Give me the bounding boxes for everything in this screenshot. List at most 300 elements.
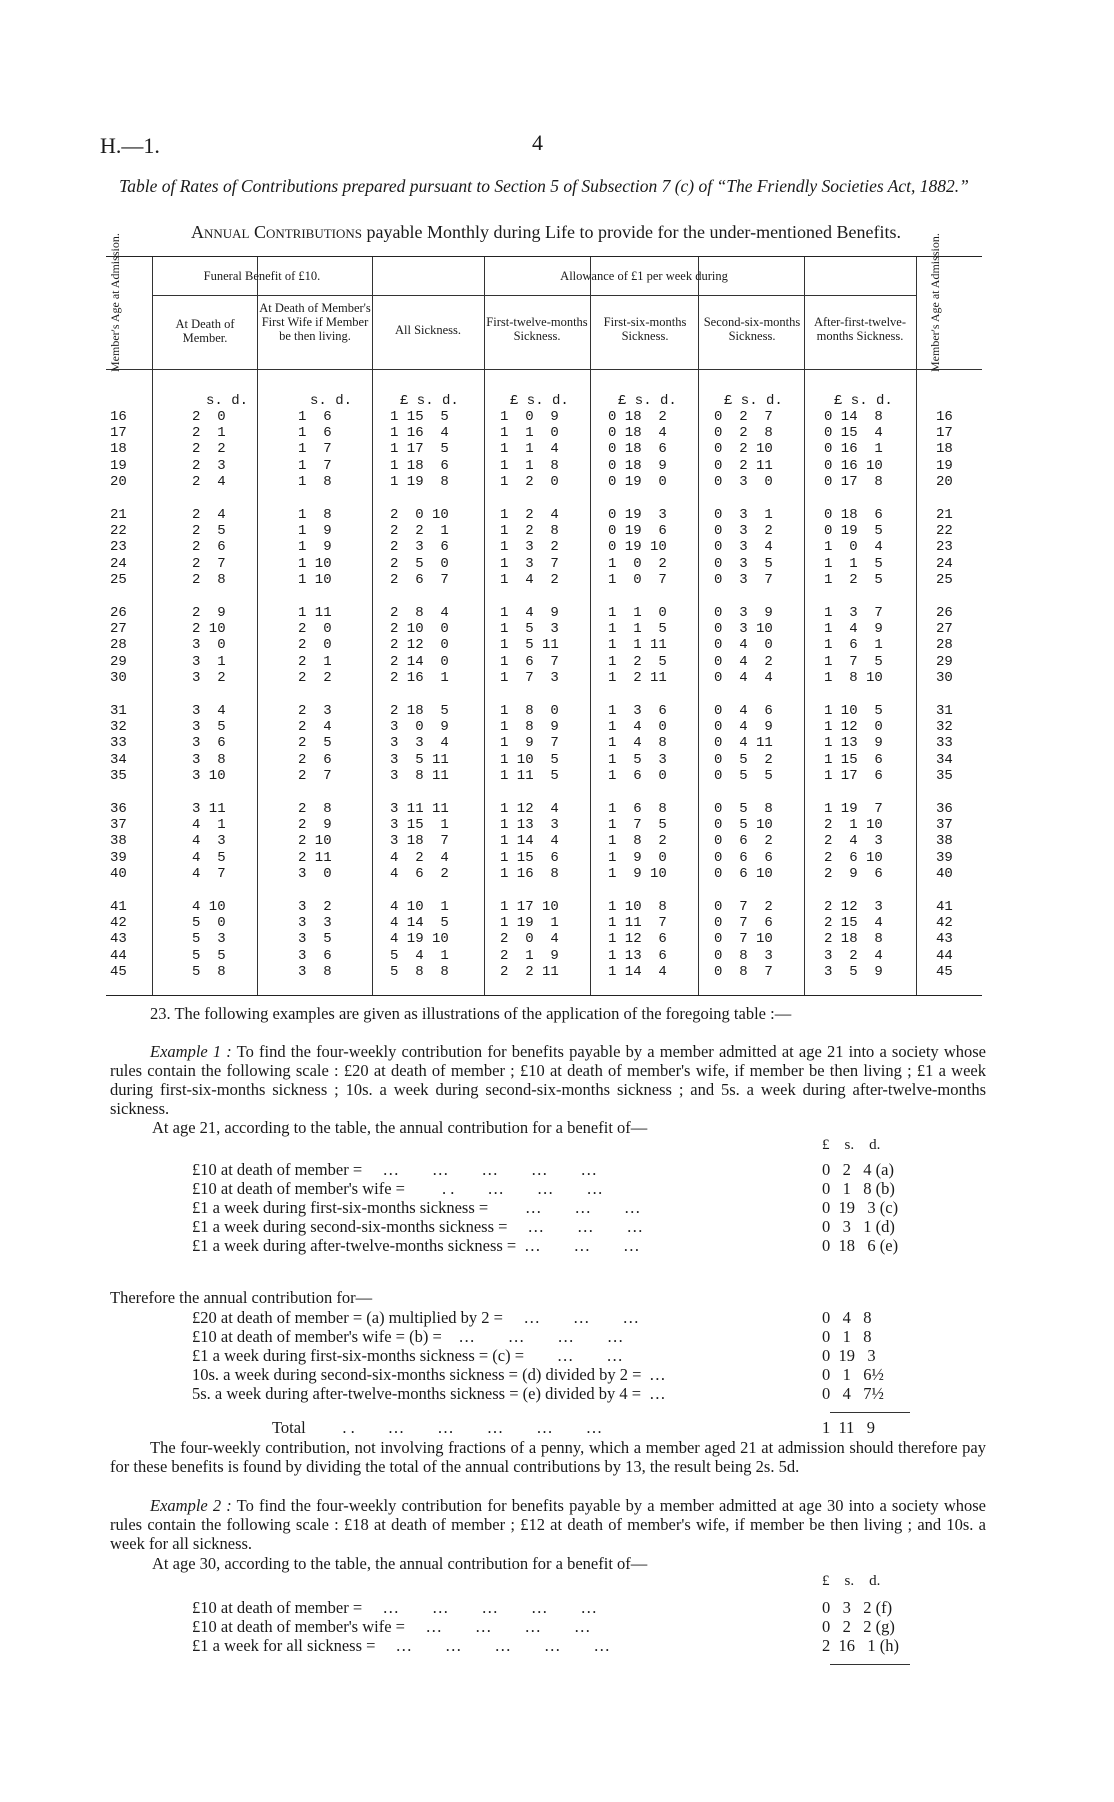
rate-cell: 1 6 8 bbox=[608, 801, 667, 817]
rate-cell: 0 16 1 bbox=[824, 441, 883, 458]
rate-cell: 3 5 bbox=[298, 931, 332, 948]
rate-cell: 3 10 bbox=[192, 767, 226, 784]
col-divider bbox=[916, 257, 917, 995]
rate-cell: 0 14 8 bbox=[824, 409, 883, 425]
example-1-items bbox=[192, 1160, 952, 1255]
age-header-right: Member's Age at Admission. bbox=[928, 233, 942, 372]
rate-cell: 2 12 0 bbox=[390, 637, 449, 654]
contributions-table bbox=[106, 233, 982, 996]
rate-cell: 0 6 2 bbox=[714, 833, 773, 850]
rate-cell: 1 2 4 bbox=[500, 507, 559, 523]
rate-cell: 1 15 6 bbox=[500, 849, 559, 866]
rate-cell: 5 8 8 bbox=[390, 963, 449, 980]
rate-cell: 4 10 bbox=[192, 899, 226, 915]
rate-cell: 0 19 3 bbox=[608, 507, 667, 523]
rate-cell: 5 4 1 bbox=[390, 947, 449, 964]
item-amount: 0 18 6 (e) bbox=[822, 1236, 899, 1255]
item-dots: … … … bbox=[520, 1236, 640, 1255]
list-item bbox=[192, 1636, 952, 1655]
rate-cell: 1 11 5 bbox=[500, 767, 559, 784]
rate-cell: 3 5 11 bbox=[390, 751, 449, 768]
rate-cell: 4 6 2 bbox=[390, 865, 449, 882]
col-header-after-twelve: After-first-twelve-months Sickness. bbox=[813, 315, 907, 343]
age-cell: 35 bbox=[110, 767, 127, 784]
rate-cell: 2 14 0 bbox=[390, 653, 449, 670]
age-cell: 25 bbox=[110, 571, 127, 588]
rate-cell: 0 6 6 bbox=[714, 849, 773, 866]
age-cell-right: 23 bbox=[936, 539, 953, 556]
rate-cell: 1 11 bbox=[298, 605, 332, 621]
rate-cell: 5 8 bbox=[192, 963, 226, 980]
rate-cell: 1 2 0 bbox=[500, 473, 559, 490]
age-cell: 30 bbox=[110, 669, 127, 686]
rate-cell: 3 8 bbox=[192, 751, 226, 768]
rate-cell: 1 17 6 bbox=[824, 767, 883, 784]
rate-cell: 1 5 11 bbox=[500, 637, 559, 654]
rate-cell: 1 1 4 bbox=[500, 441, 559, 458]
age-cell-right: 16 bbox=[936, 409, 953, 425]
page-title: Table of Rates of Contributions prepared pursuant to Section 5 of Subsection 7 (c) of “The Friendly Societies Act, 1882.” bbox=[119, 176, 969, 196]
age-cell-right: 32 bbox=[936, 719, 953, 736]
subtitle-caps: Annual Contributions bbox=[190, 222, 363, 242]
rate-cell: 0 5 10 bbox=[714, 817, 773, 834]
item-amount: 0 1 8 bbox=[822, 1327, 872, 1346]
rate-cell: 2 2 11 bbox=[500, 963, 559, 980]
rate-cell: 1 3 6 bbox=[608, 703, 667, 719]
total-dots: . . … … … … … bbox=[330, 1418, 603, 1437]
item-dots: … … … … … bbox=[366, 1160, 597, 1179]
rate-cell: 0 19 10 bbox=[608, 539, 667, 556]
list-item bbox=[192, 1217, 952, 1236]
age-cell-right: 44 bbox=[936, 947, 953, 964]
rate-cell: 1 9 0 bbox=[608, 849, 667, 866]
rate-cell: 1 16 4 bbox=[390, 425, 449, 442]
rate-cell: 3 3 bbox=[298, 915, 332, 932]
age-cell-right: 22 bbox=[936, 523, 953, 540]
rate-cell: 1 6 1 bbox=[824, 637, 883, 654]
rate-cell: 0 6 10 bbox=[714, 865, 773, 882]
rate-cell: 1 11 7 bbox=[608, 915, 667, 932]
rate-cell: 0 2 8 bbox=[714, 425, 773, 442]
rate-cell: 3 15 1 bbox=[390, 817, 449, 834]
age-cell-right: 31 bbox=[936, 703, 953, 719]
rate-cell: 0 3 7 bbox=[714, 571, 773, 588]
age-cell: 39 bbox=[110, 849, 127, 866]
item-label: £1 a week during first-six-months sickness = (c) = bbox=[192, 1346, 525, 1365]
rate-cell: 3 5 bbox=[192, 719, 226, 736]
page-subtitle bbox=[106, 222, 986, 243]
age-cell: 42 bbox=[110, 915, 127, 932]
item-amount: 0 1 8 (b) bbox=[822, 1179, 895, 1198]
rate-cell: 0 17 8 bbox=[824, 473, 883, 490]
col-divider bbox=[484, 257, 485, 995]
rate-cell: 1 8 bbox=[298, 507, 332, 523]
age-cell: 44 bbox=[110, 947, 127, 964]
item-dots: … … … … bbox=[409, 1617, 591, 1636]
item-dots: … … … … … bbox=[379, 1636, 610, 1655]
rate-cell: 2 0 10 bbox=[390, 507, 449, 523]
rate-cell: 2 10 0 bbox=[390, 621, 449, 638]
rate-cell: 1 7 bbox=[298, 441, 332, 458]
rate-cell: 2 4 3 bbox=[824, 833, 883, 850]
rate-cell: 2 3 bbox=[298, 703, 332, 719]
rate-cell: 1 5 3 bbox=[608, 751, 667, 768]
rate-cell: 2 1 9 bbox=[500, 947, 559, 964]
age-cell: 32 bbox=[110, 719, 127, 736]
rate-cell: 2 1 bbox=[298, 653, 332, 670]
item-amount: 0 19 3 (c) bbox=[822, 1198, 899, 1217]
item-amount: 0 3 1 (d) bbox=[822, 1217, 895, 1236]
currency-header: £ s. d. bbox=[834, 393, 893, 409]
rate-cell: 1 18 6 bbox=[390, 457, 449, 474]
rate-cell: 0 4 11 bbox=[714, 735, 773, 752]
rate-cell: 2 7 bbox=[192, 555, 226, 572]
rate-cell: 1 4 9 bbox=[500, 605, 559, 621]
sum-rule bbox=[830, 1412, 910, 1413]
item-amount: 0 4 7½ bbox=[822, 1384, 884, 1403]
rate-cell: 2 0 bbox=[298, 637, 332, 654]
rate-cell: 5 3 bbox=[192, 931, 226, 948]
rate-cell: 1 2 8 bbox=[500, 523, 559, 540]
age-cell: 33 bbox=[110, 735, 127, 752]
rate-cell: 4 5 bbox=[192, 849, 226, 866]
rate-cell: 3 1 bbox=[192, 653, 226, 670]
currency-header: £ s. d. bbox=[618, 393, 677, 409]
example-1-calculation bbox=[192, 1308, 952, 1403]
lsd-header: £ s. d. bbox=[822, 1137, 881, 1153]
col-header-all-sickness: All Sickness. bbox=[395, 323, 461, 337]
rate-cell: 1 4 9 bbox=[824, 621, 883, 638]
rate-cell: 1 4 2 bbox=[500, 571, 559, 588]
rate-cell: 0 3 2 bbox=[714, 523, 773, 540]
rate-cell: 3 8 11 bbox=[390, 767, 449, 784]
age-cell: 34 bbox=[110, 751, 127, 768]
rate-cell: 0 2 7 bbox=[714, 409, 773, 425]
age-cell-right: 38 bbox=[936, 833, 953, 850]
rate-cell: 3 11 bbox=[192, 801, 226, 817]
col-header-second-six: Second-six-months Sickness. bbox=[703, 315, 801, 343]
col-header-death-wife: At Death of Member's First Wife if Member be then living. bbox=[259, 301, 371, 343]
item-dots: … … … … … bbox=[366, 1598, 597, 1617]
rate-cell: 1 6 0 bbox=[608, 767, 667, 784]
rate-cell: 2 11 bbox=[298, 849, 332, 866]
rate-cell: 4 1 bbox=[192, 817, 226, 834]
item-label: £10 at death of member = bbox=[192, 1160, 363, 1179]
rate-cell: 1 5 3 bbox=[500, 621, 559, 638]
age-cell: 43 bbox=[110, 931, 127, 948]
rate-cell: 0 4 6 bbox=[714, 703, 773, 719]
col-divider bbox=[152, 257, 153, 995]
rate-cell: 2 3 bbox=[192, 457, 226, 474]
col-divider bbox=[590, 257, 591, 995]
item-label: £1 a week during second-six-months sickness = bbox=[192, 1217, 508, 1236]
age-cell-right: 42 bbox=[936, 915, 953, 932]
col-divider bbox=[372, 257, 373, 995]
rate-cell: 2 18 5 bbox=[390, 703, 449, 719]
list-item bbox=[192, 1598, 952, 1617]
item-amount: 2 16 1 (h) bbox=[822, 1636, 899, 1655]
rate-cell: 1 0 2 bbox=[608, 555, 667, 572]
age-cell-right: 43 bbox=[936, 931, 953, 948]
age-cell-right: 26 bbox=[936, 605, 953, 621]
age-cell-right: 17 bbox=[936, 425, 953, 442]
list-item bbox=[192, 1160, 952, 1179]
item-label: £20 at death of member = (a) multiplied by 2 = bbox=[192, 1308, 503, 1327]
rate-cell: 1 0 7 bbox=[608, 571, 667, 588]
rate-cell: 1 6 bbox=[298, 409, 332, 425]
rate-cell: 2 4 bbox=[298, 719, 332, 736]
age-cell: 29 bbox=[110, 653, 127, 670]
age-cell: 36 bbox=[110, 801, 127, 817]
rate-cell: 1 13 6 bbox=[608, 947, 667, 964]
rate-cell: 4 14 5 bbox=[390, 915, 449, 932]
rate-cell: 0 5 8 bbox=[714, 801, 773, 817]
rate-cell: 1 14 4 bbox=[608, 963, 667, 980]
rate-cell: 1 1 8 bbox=[500, 457, 559, 474]
currency-header: £ s. d. bbox=[510, 393, 569, 409]
item-amount: 0 2 4 (a) bbox=[822, 1160, 894, 1179]
list-item bbox=[192, 1198, 952, 1217]
age-cell-right: 27 bbox=[936, 621, 953, 638]
rate-cell: 2 2 bbox=[192, 441, 226, 458]
rate-cell: 0 4 2 bbox=[714, 653, 773, 670]
age-cell-right: 41 bbox=[936, 899, 953, 915]
rate-cell: 2 5 bbox=[298, 735, 332, 752]
rate-cell: 2 5 bbox=[192, 523, 226, 540]
col-divider bbox=[257, 257, 258, 995]
rate-cell: 1 15 5 bbox=[390, 409, 449, 425]
page-number: 4 bbox=[532, 130, 543, 155]
rate-cell: 1 12 6 bbox=[608, 931, 667, 948]
rate-cell: 0 7 10 bbox=[714, 931, 773, 948]
rate-cell: 1 8 2 bbox=[608, 833, 667, 850]
rate-cell: 3 3 4 bbox=[390, 735, 449, 752]
item-amount: 0 19 3 bbox=[822, 1346, 876, 1365]
rate-cell: 1 0 4 bbox=[824, 539, 883, 556]
rate-cell: 1 16 8 bbox=[500, 865, 559, 882]
example-1-intro: At age 21, according to the table, the annual contribution for a benefit of— bbox=[152, 1118, 648, 1137]
currency-header: £ s. d. bbox=[400, 393, 459, 409]
item-dots: … bbox=[645, 1384, 666, 1403]
rate-cell: 1 8 10 bbox=[824, 669, 883, 686]
rate-cell: 1 15 6 bbox=[824, 751, 883, 768]
rate-cell: 1 3 7 bbox=[824, 605, 883, 621]
rate-cell: 0 5 2 bbox=[714, 751, 773, 768]
lsd-header: £ s. d. bbox=[822, 1573, 881, 1589]
item-label: £1 a week for all sickness = bbox=[192, 1636, 376, 1655]
rate-cell: 0 3 10 bbox=[714, 621, 773, 638]
example-2-text: To find the four-weekly contribution for benefits payable by a member admitted at age 30 into a society whose rules contain the following scale : £18 at death of member ; £12 at death of member's wife, if member be then living ; and 10s. a week for all sickness. bbox=[110, 1496, 986, 1553]
age-cell: 22 bbox=[110, 523, 127, 540]
rate-cell: 3 2 bbox=[192, 669, 226, 686]
rate-cell: 1 10 5 bbox=[500, 751, 559, 768]
rate-cell: 1 6 bbox=[298, 425, 332, 442]
age-cell-right: 39 bbox=[936, 849, 953, 866]
rate-cell: 2 6 7 bbox=[390, 571, 449, 588]
rate-cell: 0 18 6 bbox=[824, 507, 883, 523]
item-label: £1 a week during after-twelve-months sickness = bbox=[192, 1236, 517, 1255]
total-label: Total bbox=[272, 1418, 306, 1437]
example-1 bbox=[110, 1042, 986, 1118]
item-label: £10 at death of member's wife = (b) = bbox=[192, 1327, 442, 1346]
age-cell: 16 bbox=[110, 409, 127, 425]
rate-cell: 1 8 0 bbox=[500, 703, 559, 719]
total-amount: 1 11 9 bbox=[822, 1418, 876, 1437]
list-item bbox=[192, 1308, 952, 1327]
example-2-label: Example 2 : bbox=[150, 1496, 232, 1515]
funeral-benefit-header: Funeral Benefit of £10. bbox=[203, 269, 321, 283]
rate-cell: 2 0 4 bbox=[500, 931, 559, 948]
rate-cell: 3 8 bbox=[298, 963, 332, 980]
item-dots: … bbox=[645, 1365, 666, 1384]
example-2 bbox=[110, 1496, 986, 1553]
example-2-items bbox=[192, 1598, 952, 1655]
rate-cell: 1 9 7 bbox=[500, 735, 559, 752]
age-cell: 38 bbox=[110, 833, 127, 850]
rate-cell: 2 2 1 bbox=[390, 523, 449, 540]
rate-cell: 0 8 3 bbox=[714, 947, 773, 964]
rate-cell: 2 1 10 bbox=[824, 817, 883, 834]
item-dots: . . … … … bbox=[409, 1179, 603, 1198]
age-cell: 45 bbox=[110, 963, 127, 980]
item-label: £10 at death of member = bbox=[192, 1598, 363, 1617]
rate-cell: 1 10 bbox=[298, 555, 332, 572]
rate-cell: 0 4 0 bbox=[714, 637, 773, 654]
currency-header: s. d. bbox=[206, 393, 249, 409]
item-amount: 0 1 6½ bbox=[822, 1365, 884, 1384]
rate-cell: 0 19 5 bbox=[824, 523, 883, 540]
item-label: 5s. a week during after-twelve-months sickness = (e) divided by 4 = bbox=[192, 1384, 641, 1403]
rate-cell: 1 12 0 bbox=[824, 719, 883, 736]
rate-cell: 1 6 7 bbox=[500, 653, 559, 670]
rate-cell: 1 19 1 bbox=[500, 915, 559, 932]
rate-cell: 2 12 3 bbox=[824, 899, 883, 915]
rate-cell: 2 1 bbox=[192, 425, 226, 442]
total-row bbox=[272, 1418, 952, 1437]
rate-cell: 0 3 0 bbox=[714, 473, 773, 490]
rate-cell: 2 8 4 bbox=[390, 605, 449, 621]
age-cell-right: 30 bbox=[936, 669, 953, 686]
age-cell-right: 33 bbox=[936, 735, 953, 752]
rate-cell: 1 17 5 bbox=[390, 441, 449, 458]
rate-cell: 1 19 7 bbox=[824, 801, 883, 817]
rate-cell: 1 10 8 bbox=[608, 899, 667, 915]
list-item bbox=[192, 1617, 952, 1636]
rate-cell: 4 2 4 bbox=[390, 849, 449, 866]
age-cell-right: 19 bbox=[936, 457, 953, 474]
rate-cell: 1 3 2 bbox=[500, 539, 559, 556]
rate-cell: 2 16 1 bbox=[390, 669, 449, 686]
item-amount: 0 3 2 (f) bbox=[822, 1598, 893, 1617]
age-cell: 40 bbox=[110, 865, 127, 882]
rate-cell: 3 11 11 bbox=[390, 801, 449, 817]
rate-cell: 0 3 9 bbox=[714, 605, 773, 621]
col-divider bbox=[804, 257, 805, 995]
rate-cell: 1 7 3 bbox=[500, 669, 559, 686]
rate-cell: 2 10 bbox=[298, 833, 332, 850]
rate-cell: 0 2 11 bbox=[714, 457, 773, 474]
age-cell-right: 45 bbox=[936, 963, 953, 980]
rate-cell: 1 9 bbox=[298, 539, 332, 556]
rate-cell: 0 3 4 bbox=[714, 539, 773, 556]
age-cell-right: 35 bbox=[936, 767, 953, 784]
rate-cell: 4 7 bbox=[192, 865, 226, 882]
subtitle-rest: payable Monthly during Life to provide for the under-mentioned Benefits. bbox=[366, 222, 902, 242]
rate-cell: 1 2 5 bbox=[824, 571, 883, 588]
rate-cell: 0 16 10 bbox=[824, 457, 883, 474]
rate-cell: 1 2 11 bbox=[608, 669, 667, 686]
list-item bbox=[192, 1236, 952, 1255]
rate-cell: 1 8 bbox=[298, 473, 332, 490]
rate-cell: 0 18 9 bbox=[608, 457, 667, 474]
age-cell: 26 bbox=[110, 605, 127, 621]
rate-cell: 2 9 bbox=[298, 817, 332, 834]
item-label: 10s. a week during second-six-months sickness = (d) divided by 2 = bbox=[192, 1365, 642, 1384]
rate-cell: 2 7 bbox=[298, 767, 332, 784]
age-cell: 24 bbox=[110, 555, 127, 572]
rate-cell: 2 6 bbox=[192, 539, 226, 556]
rate-cell: 0 18 6 bbox=[608, 441, 667, 458]
rate-cell: 3 6 bbox=[192, 735, 226, 752]
rate-cell: 1 13 3 bbox=[500, 817, 559, 834]
age-cell: 37 bbox=[110, 817, 127, 834]
rate-cell: 3 0 9 bbox=[390, 719, 449, 736]
rate-cell: 1 10 bbox=[298, 571, 332, 588]
rate-cell: 2 4 bbox=[192, 473, 226, 490]
rate-cell: 3 18 7 bbox=[390, 833, 449, 850]
age-cell: 20 bbox=[110, 473, 127, 490]
item-amount: 0 2 2 (g) bbox=[822, 1617, 895, 1636]
rate-cell: 2 18 8 bbox=[824, 931, 883, 948]
rate-cell: 0 19 6 bbox=[608, 523, 667, 540]
col-header-first-twelve: First-twelve-months Sickness. bbox=[486, 315, 588, 343]
rate-cell: 1 12 4 bbox=[500, 801, 559, 817]
rate-cell: 1 10 5 bbox=[824, 703, 883, 719]
rate-cell: 3 4 bbox=[192, 703, 226, 719]
age-cell-right: 34 bbox=[936, 751, 953, 768]
therefore-line: Therefore the annual contribution for— bbox=[110, 1288, 373, 1307]
rate-cell: 0 3 1 bbox=[714, 507, 773, 523]
rate-cell: 0 3 5 bbox=[714, 555, 773, 572]
currency-header: s. d. bbox=[310, 393, 353, 409]
rate-cell: 1 7 5 bbox=[824, 653, 883, 670]
age-cell: 19 bbox=[110, 457, 127, 474]
age-cell-right: 20 bbox=[936, 473, 953, 490]
item-dots: … … … … bbox=[446, 1327, 624, 1346]
age-cell: 17 bbox=[110, 425, 127, 442]
example-1-conclusion: The four-weekly contribution, not involving fractions of a penny, which a member aged 21 at admission should therefore pay for these benefits is found by dividing the total of the annual contributions by 13, the result being 2s. 5d. bbox=[110, 1438, 986, 1476]
rate-cell: 2 6 bbox=[298, 751, 332, 768]
rate-cell: 1 4 8 bbox=[608, 735, 667, 752]
rate-cell: 1 1 0 bbox=[608, 605, 667, 621]
rate-cell: 4 19 10 bbox=[390, 931, 449, 948]
list-item bbox=[192, 1346, 952, 1365]
rate-cell: 1 9 10 bbox=[608, 865, 667, 882]
rate-cell: 5 5 bbox=[192, 947, 226, 964]
example-1-text: To find the four-weekly contribution for benefits payable by a member admitted at age 21 into a society whose rules contain the following scale : £20 at death of member ; £10 at death of member's wife, if member be then living ; £1 a week during first-six-months sickness ; 10s. a week during second-six-months sickness ; and 5s. a week during after-twelve-months sickness. bbox=[110, 1042, 986, 1118]
age-cell-right: 36 bbox=[936, 801, 953, 817]
age-cell-right: 29 bbox=[936, 653, 953, 670]
rate-cell: 2 5 0 bbox=[390, 555, 449, 572]
rate-cell: 1 2 5 bbox=[608, 653, 667, 670]
rate-cell: 3 6 bbox=[298, 947, 332, 964]
example-1-label: Example 1 : bbox=[150, 1042, 232, 1061]
rate-cell: 1 4 0 bbox=[608, 719, 667, 736]
rate-cell: 0 15 4 bbox=[824, 425, 883, 442]
item-dots: … … … bbox=[492, 1198, 641, 1217]
rate-cell: 1 1 5 bbox=[824, 555, 883, 572]
rate-cell: 0 4 9 bbox=[714, 719, 773, 736]
